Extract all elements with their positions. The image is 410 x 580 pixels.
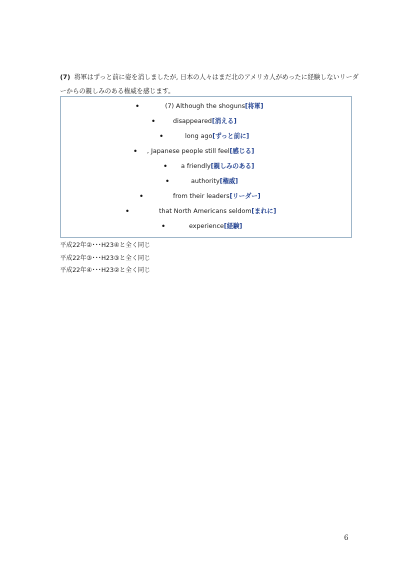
chunk-text: , Japanese people still feel[感じる] xyxy=(147,148,255,155)
bullet-icon: • xyxy=(159,132,164,141)
chunk-text: long ago[ずっと前に] xyxy=(185,133,250,140)
bullet-icon: • xyxy=(133,147,138,156)
chunk-text: that North Americans seldom[まれに] xyxy=(159,208,277,215)
note-line: 平成22年③･･･H23③と全く同じ xyxy=(60,254,151,262)
page-number: 6 xyxy=(344,534,349,542)
bullet-icon: • xyxy=(163,162,168,171)
bullet-icon: • xyxy=(165,177,170,186)
question-text-block xyxy=(60,70,360,98)
chunk-line xyxy=(61,206,351,218)
bullet-icon: • xyxy=(139,192,144,201)
chunk-reading-box xyxy=(60,96,352,238)
note-line: 平成22年④･･･H23②と全く同じ xyxy=(60,267,151,274)
bullet-icon: • xyxy=(125,207,130,216)
chunk-text: authority[権威] xyxy=(191,178,239,185)
chunk-text: (7) Although the shoguns[将軍] xyxy=(165,103,264,110)
chunk-line xyxy=(61,221,351,233)
chunk-line xyxy=(61,116,351,128)
chunk-line xyxy=(61,146,351,158)
chunk-line xyxy=(61,131,351,143)
bullet-icon: • xyxy=(151,117,156,126)
chunk-line xyxy=(61,176,351,188)
note-line: 平成22年②･･･H23④と全く同じ xyxy=(60,242,151,249)
question-japanese-text: 将軍はずっと前に姿を消しましたが, 日本の人々はまだ北のアメリカ人がめったに経験しないリーダーからの親しみのある権威を感じます。 xyxy=(60,73,359,95)
chunk-text: from their leaders[リーダー] xyxy=(173,193,261,200)
question-number: (7) xyxy=(60,73,71,81)
bullet-icon: • xyxy=(135,102,140,111)
notes-block xyxy=(60,240,150,278)
chunk-line xyxy=(61,191,351,203)
chunk-text: a friendly[親しみのある] xyxy=(181,163,255,170)
chunk-text: disappeared[消える] xyxy=(173,118,237,125)
chunk-line xyxy=(61,101,351,113)
chunk-line xyxy=(61,161,351,173)
bullet-icon: • xyxy=(161,222,166,231)
chunk-text: experience[経験] xyxy=(189,223,243,230)
